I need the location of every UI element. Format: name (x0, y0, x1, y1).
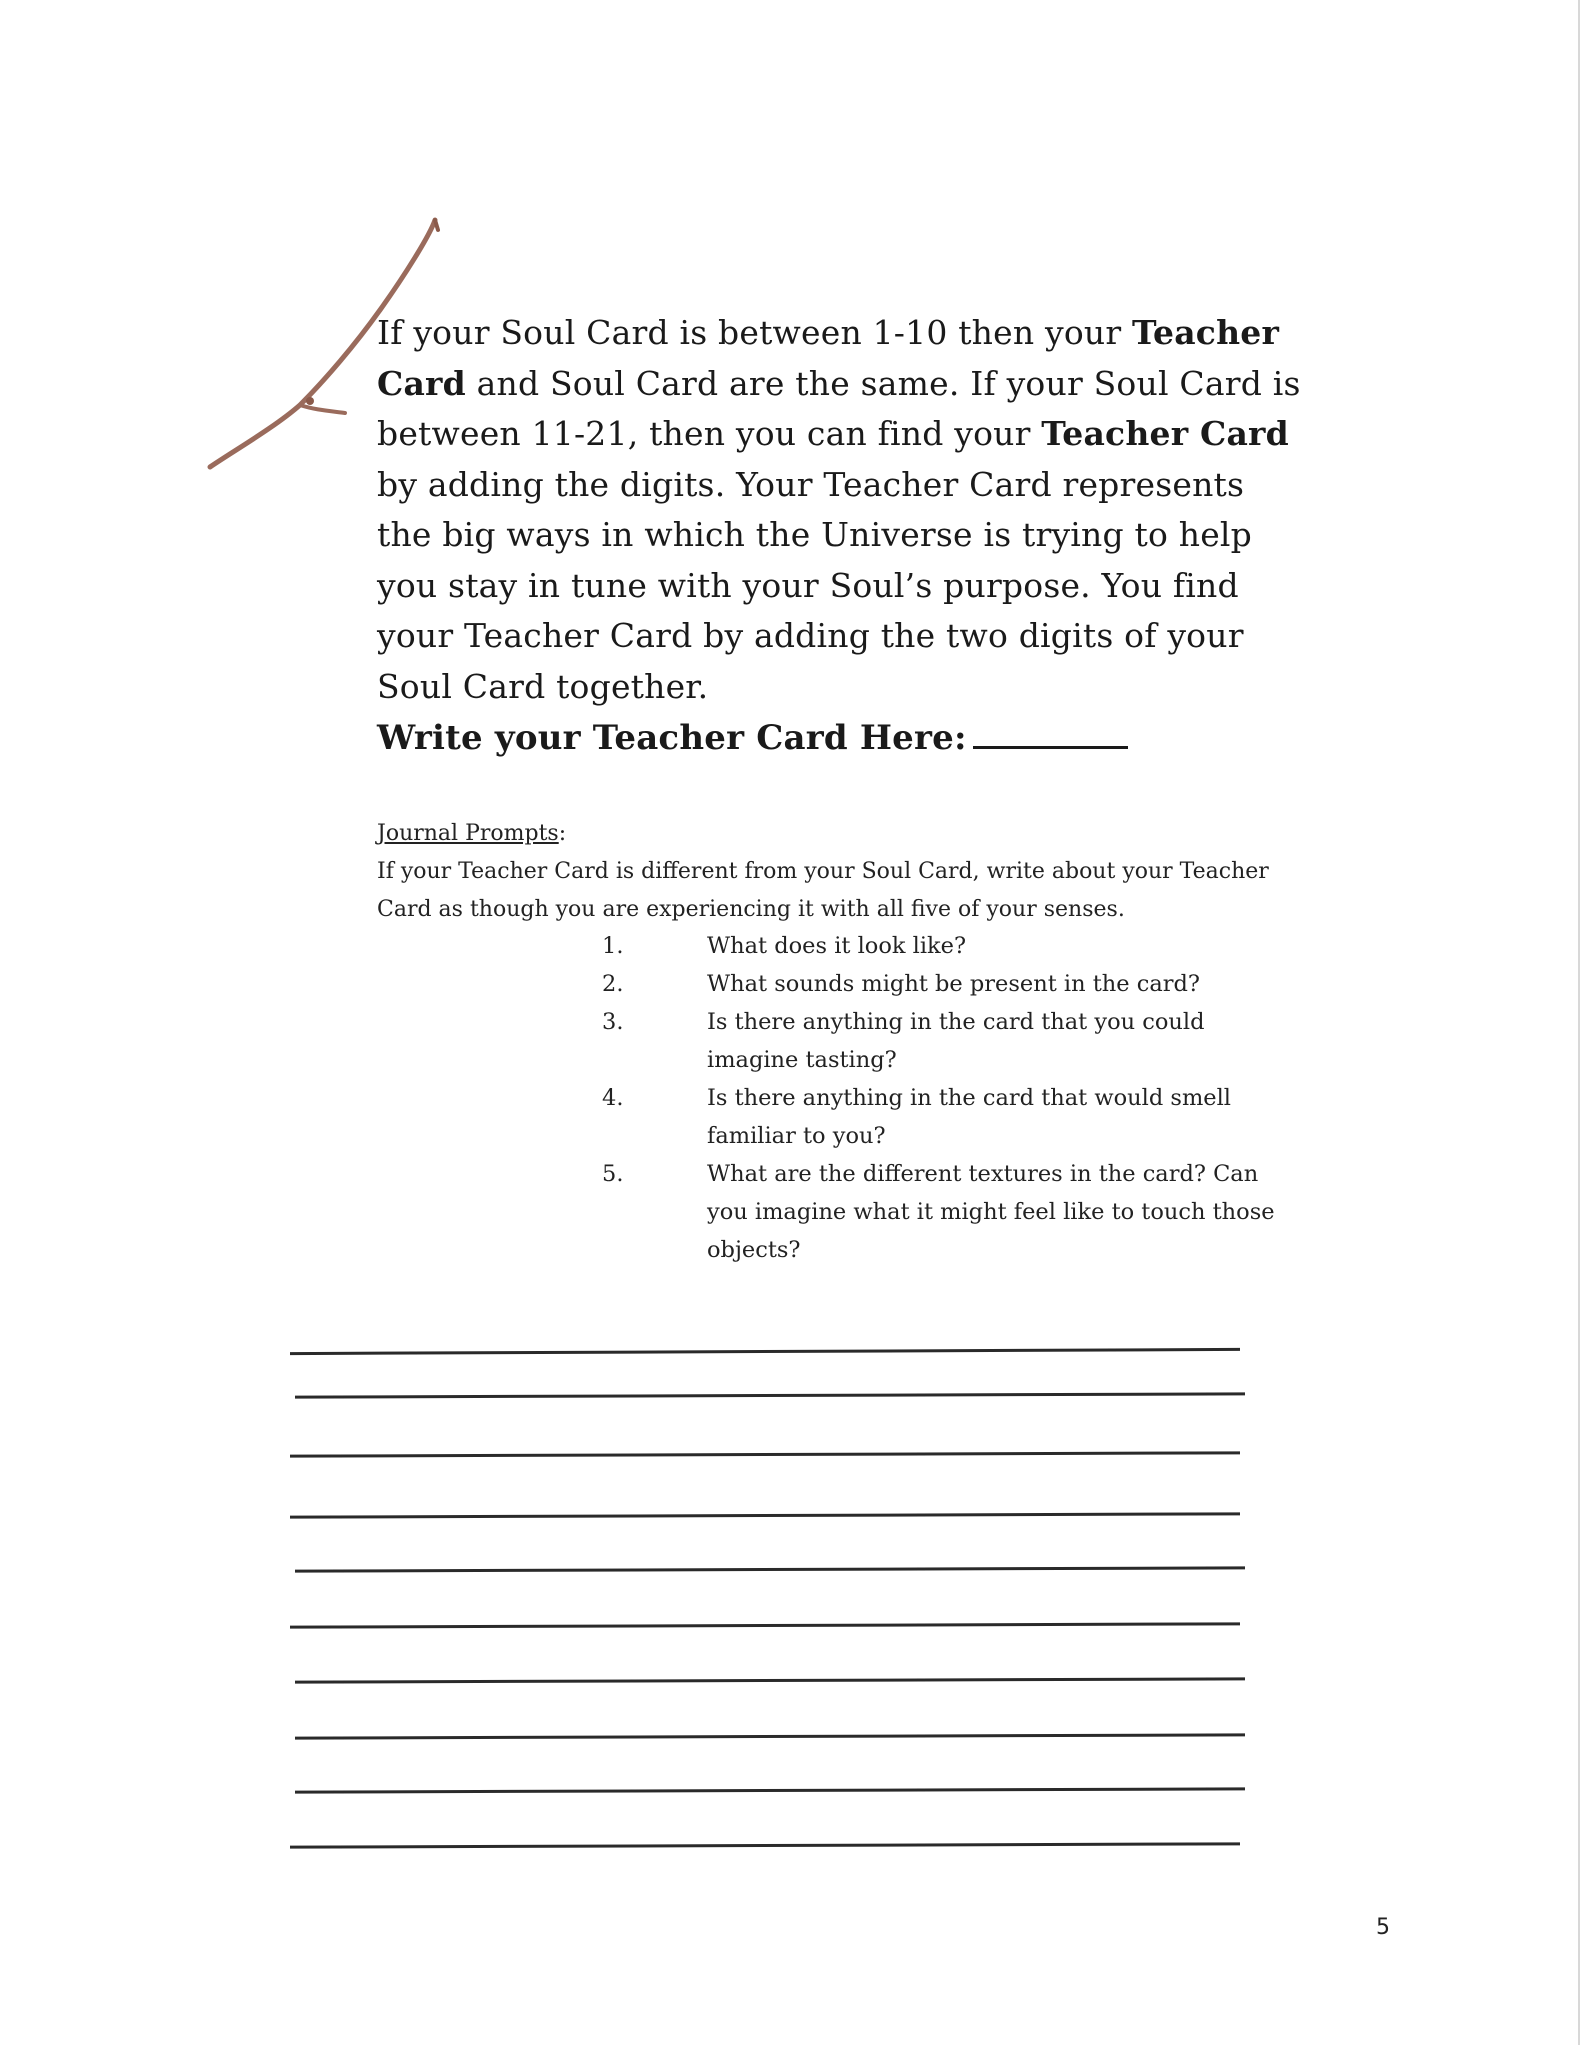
journal-section (377, 815, 1302, 929)
prompt-number: 5. (602, 1161, 624, 1187)
writing-line[interactable] (295, 1733, 1245, 1739)
prompt-number: 3. (602, 1009, 624, 1035)
journal-heading (377, 815, 1302, 853)
writing-line[interactable] (295, 1392, 1245, 1398)
list-item (600, 965, 1300, 1003)
paragraph-text-1: If your Soul Card is between 1-10 then your (377, 313, 1133, 352)
writing-line[interactable] (295, 1677, 1245, 1683)
teacher-card-paragraph (377, 308, 1302, 764)
writing-line[interactable] (290, 1451, 1240, 1457)
teacher-card-bold-2: Teacher Card (1041, 414, 1289, 453)
prompt-text: What does it look like? (707, 933, 967, 959)
page-number: 5 (1376, 1915, 1390, 1940)
paragraph-text-2: and Soul Card are the same. If your Soul Card is between 11-21, then you can find your (377, 363, 1301, 453)
list-item (600, 1003, 1300, 1079)
paragraph-text-3: by adding the digits. Your Teacher Card represents the big ways in which the Universe is trying to help you stay in tune with your Soul’s purpose. You find your Teacher Card by adding the two digits of your Soul Card together. (377, 464, 1253, 706)
journal-intro: If your Teacher Card is different from your Soul Card, write about your Teacher Card as though you are experiencing it with all five of your senses. (377, 859, 1269, 922)
journal-heading-colon: : (558, 821, 567, 846)
write-teacher-card-label: Write your Teacher Card Here: (377, 718, 967, 758)
teacher-card-bold-1: Teacher Card (377, 313, 1280, 403)
writing-line[interactable] (290, 1512, 1240, 1518)
page-edge (1578, 0, 1580, 2045)
writing-line[interactable] (295, 1566, 1245, 1572)
prompt-number: 2. (602, 971, 624, 997)
list-item (600, 1079, 1300, 1155)
prompt-list (600, 927, 1300, 1269)
prompt-number: 4. (602, 1085, 624, 1111)
writing-line[interactable] (290, 1842, 1240, 1848)
prompt-text: What are the different textures in the card? Can you imagine what it might feel like to touch those objects? (707, 1161, 1275, 1263)
write-teacher-card-line (377, 712, 1302, 764)
prompt-number: 1. (602, 933, 624, 959)
list-item (600, 927, 1300, 965)
prompt-text: What sounds might be present in the card? (707, 971, 1200, 997)
journal-heading-text: Journal Prompts (377, 821, 559, 846)
writing-line[interactable] (290, 1348, 1240, 1355)
teacher-card-blank[interactable] (973, 718, 1128, 749)
list-item (600, 1155, 1300, 1269)
writing-line[interactable] (295, 1787, 1245, 1793)
writing-line[interactable] (290, 1622, 1240, 1628)
prompt-text: Is there anything in the card that you could imagine tasting? (707, 1009, 1205, 1073)
prompt-text: Is there anything in the card that would smell familiar to you? (707, 1085, 1231, 1149)
